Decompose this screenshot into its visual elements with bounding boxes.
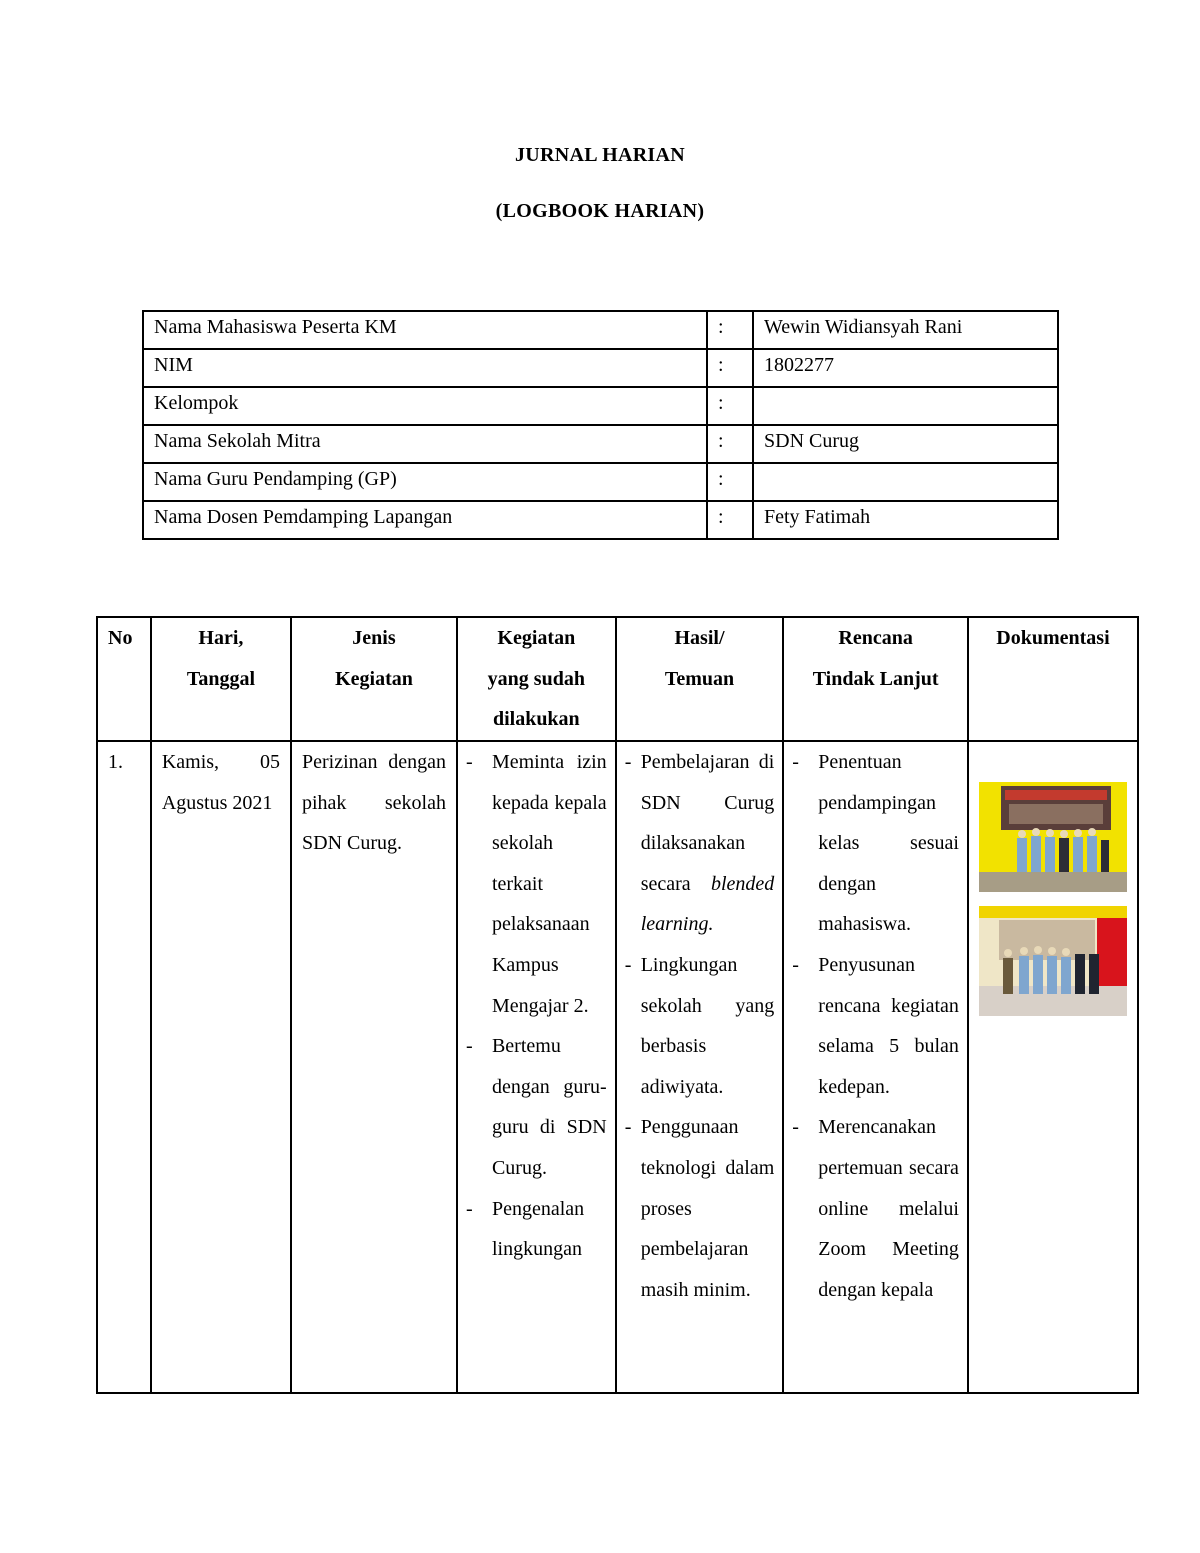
cell-hasil-temuan xyxy=(616,741,784,1393)
list-item: - Penggunaan teknologi dalam proses pembelajaran masih minim. xyxy=(625,1107,775,1310)
info-row xyxy=(143,463,1058,501)
info-label: Nama Guru Pendamping (GP) xyxy=(143,463,707,501)
header-hasil-temuan: Hasil/ Temuan xyxy=(616,617,784,741)
info-row xyxy=(143,387,1058,425)
info-label: Nama Mahasiswa Peserta KM xyxy=(143,311,707,349)
header-no: No xyxy=(97,617,151,741)
group-photo-icon xyxy=(979,906,1127,1016)
info-value xyxy=(753,387,1058,425)
header-dokumentasi: Dokumentasi xyxy=(968,617,1138,741)
info-value: 1802277 xyxy=(753,349,1058,387)
header-kegiatan-dilakukan: Kegiatan yang sudah dilakukan xyxy=(457,617,616,741)
cell-jenis-kegiatan: Perizinan dengan pihak sekolah SDN Curug. xyxy=(291,741,457,1393)
list-item: - Lingkungan sekolah yang berbasis adiwiyata. xyxy=(625,945,775,1107)
cell-kegiatan-dilakukan xyxy=(457,741,616,1393)
info-separator: : xyxy=(707,349,753,387)
info-value: Fety Fatimah xyxy=(753,501,1058,539)
info-row xyxy=(143,311,1058,349)
list-item: - Merencanakan pertemuan secara online melalui Zoom Meeting dengan kepala xyxy=(792,1107,959,1310)
logbook-header-row xyxy=(97,617,1138,741)
info-label: Nama Dosen Pemdamping Lapangan xyxy=(143,501,707,539)
list-item: - Penyusunan rencana kegiatan selama 5 bulan kedepan. xyxy=(792,945,959,1107)
student-info-table xyxy=(142,310,1059,540)
info-separator: : xyxy=(707,311,753,349)
list-item: - Pembelajaran di SDN Curug dilaksanakan secara blended learning. xyxy=(625,742,775,945)
info-value: SDN Curug xyxy=(753,425,1058,463)
info-separator: : xyxy=(707,387,753,425)
info-value: Wewin Widiansyah Rani xyxy=(753,311,1058,349)
header-jenis-kegiatan: Jenis Kegiatan xyxy=(291,617,457,741)
page-subtitle: (LOGBOOK HARIAN) xyxy=(495,200,705,222)
group-photo-icon xyxy=(979,782,1127,892)
list-item: - Pengenalan lingkungan xyxy=(466,1189,607,1270)
info-separator: : xyxy=(707,425,753,463)
info-label: Kelompok xyxy=(143,387,707,425)
info-label: Nama Sekolah Mitra xyxy=(143,425,707,463)
header-hari-tanggal: Hari, Tanggal xyxy=(151,617,291,741)
info-label: NIM xyxy=(143,349,707,387)
list-item: - Penentuan pendampingan kelas sesuai dengan mahasiswa. xyxy=(792,742,959,945)
logbook-row xyxy=(97,741,1138,1393)
info-value xyxy=(753,463,1058,501)
info-row xyxy=(143,425,1058,463)
page-title: JURNAL HARIAN xyxy=(514,144,686,166)
cell-hari-tanggal: Kamis, 05 Agustus 2021 xyxy=(151,741,291,1393)
info-row xyxy=(143,349,1058,387)
list-item: - Meminta izin kepada kepala sekolah terkait pelaksanaan Kampus Mengajar 2. xyxy=(466,742,607,1026)
cell-dokumentasi xyxy=(968,741,1138,1393)
info-row xyxy=(143,501,1058,539)
list-item: - Bertemu dengan guru-guru di SDN Curug. xyxy=(466,1026,607,1188)
cell-rencana-tindak-lanjut xyxy=(783,741,968,1393)
header-rencana-tindak-lanjut: Rencana Tindak Lanjut xyxy=(783,617,968,741)
info-separator: : xyxy=(707,463,753,501)
cell-no: 1. xyxy=(97,741,151,1393)
logbook-table xyxy=(96,616,1139,1394)
info-separator: : xyxy=(707,501,753,539)
